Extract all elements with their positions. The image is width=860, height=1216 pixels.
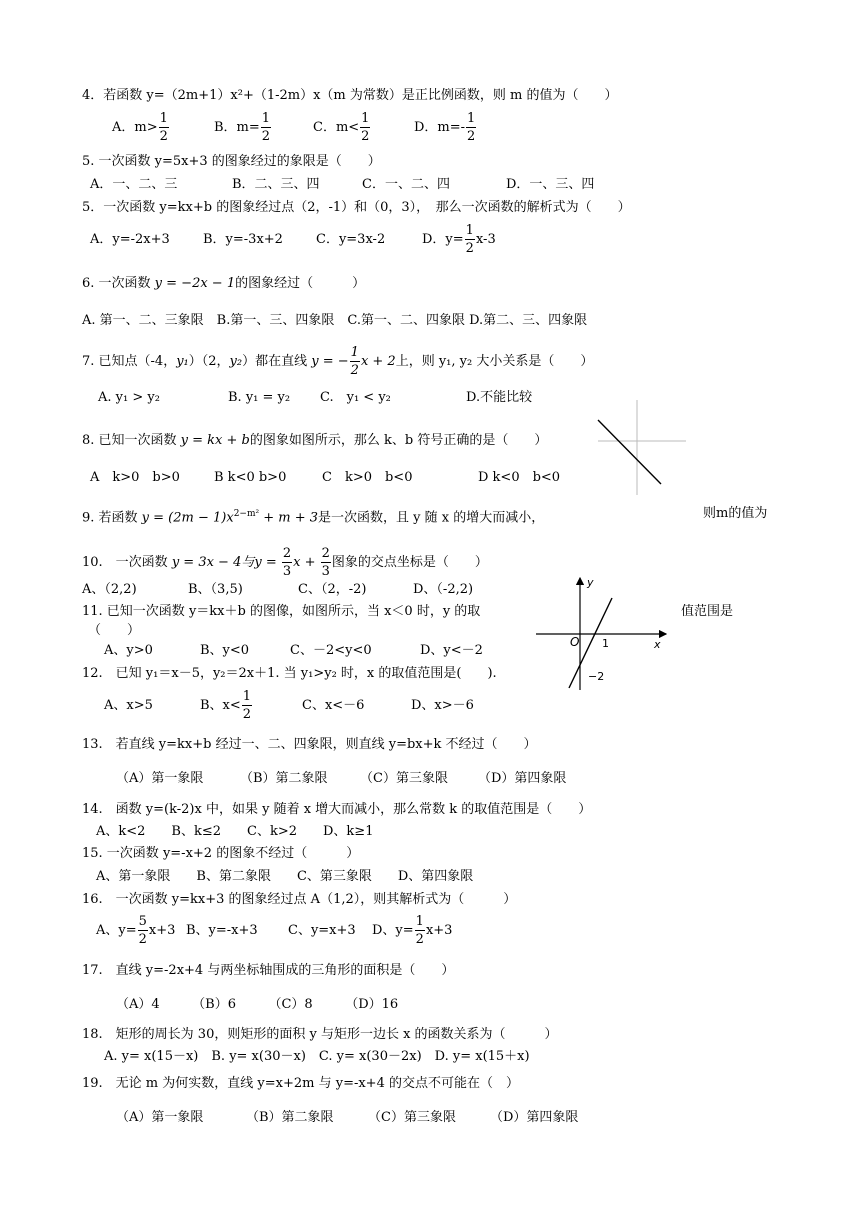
question-16-stem: 16. 一次函数 y=kx+3 的图象经过点 A（1,2），则其解析式为（ ） <box>82 892 517 907</box>
question-6-options: A. 第一、二、三象限 B.第一、三、四象限 C.第一、二、四象限 D.第二、三、四象限 <box>82 313 588 328</box>
q11-origin-label: O <box>570 635 580 649</box>
question-5b-option-a: A．y=-2x+3 <box>90 232 170 247</box>
question-5a-option-a: A．一、二、三 <box>90 177 178 192</box>
question-5a-stem: 5. 一次函数 y=5x+3 的图象经过的象限是（ ） <box>82 154 381 169</box>
question-8-option-a: A k>0 b>0 <box>90 470 180 485</box>
question-5a-option-b: B．二、三、四 <box>232 177 320 192</box>
question-8-option-d: D k<0 b<0 <box>478 470 561 485</box>
question-4-option-d: D．m=- $\frac{1}{2}$ <box>414 111 476 144</box>
question-7-option-a: A. y₁ > y₂ <box>98 390 160 405</box>
question-11-graph <box>534 572 670 692</box>
q11-tick-1: 1 <box>602 637 609 650</box>
question-10-option-b: B、（3,5) <box>188 582 243 597</box>
question-19-option-b: （B）第二象限 <box>246 1110 334 1125</box>
question-16-option-b: B、y=-x+3 <box>186 923 258 938</box>
question-19-stem: 19. 无论 m 为何实数，直线 y=x+2m 与 y=-x+4 的交点不可能在（ ） <box>82 1076 519 1091</box>
question-4-stem: 4．若函数 y=（2m+1）x²+（1-2m）x（m 为常数）是正比例函数，则 m 的值为（ ） <box>82 88 618 103</box>
question-15-options: A、第一象限 B、第二象限 C、第三象限 D、第四象限 <box>96 869 474 884</box>
question-8-stem: 8. 已知一次函数 y = kx + b的图象如图所示，那么 k、b 符号正确的是（ ） <box>82 433 548 448</box>
question-14-options: A、k<2 B、k≤2 C、k>2 D、k≥1 <box>96 824 374 839</box>
question-10-stem: 10. 一次函数 y = 3x − 4与y = $\frac{2}{3}$ x + $\frac{2}{3}$ 图象的交点坐标是（ ） <box>82 546 488 579</box>
question-15-stem: 15. 一次函数 y=-x+2 的图象不经过（ ） <box>82 846 360 861</box>
question-4-option-a: A．m> $\frac{1}{2}$ <box>112 111 168 144</box>
question-11-tail: 值范围是 <box>681 604 734 619</box>
question-17-options: （A）4 （B）6 （C）8 （D）16 <box>116 997 399 1012</box>
q11-y-label: y <box>587 576 594 589</box>
question-16-option-d: D、y= $\frac{1}{2}$ x+3 <box>372 914 453 947</box>
question-6-stem: 6. 一次函数 y = −2x − 1的图象经过（ ） <box>82 276 366 291</box>
question-5b-stem: 5．一次函数 y=kx+b 的图象经过点（2，-1）和（0，3）， 那么一次函数的解析式为（ ） <box>82 200 631 215</box>
question-12-option-b: B、x< $\frac{1}{2}$ <box>200 689 252 722</box>
question-16-option-a: A、y= $\frac{5}{2}$ x+3 <box>96 914 176 947</box>
question-13-option-d: （D）第四象限 <box>478 771 567 786</box>
q11-x-label: x <box>654 638 661 651</box>
q11-tick-neg2: −2 <box>588 670 605 683</box>
question-14-stem: 14. 函数 y=(k-2)x 中，如果 y 随着 x 增大而减小，那么常数 k 的取值范围是（ ） <box>82 802 592 817</box>
question-9-tail: 则m的值为 <box>703 506 768 521</box>
question-11-stem: 11. 已知一次函数 y＝kx＋b 的图像，如图所示，当 x＜0 时，y 的取 <box>82 604 481 619</box>
question-17-stem: 17. 直线 y=-2x+4 与两坐标轴围成的三角形的面积是（ ） <box>82 963 455 978</box>
question-5b-option-d: D．y= $\frac{1}{2}$ x-3 <box>422 223 496 256</box>
question-7-option-c: C. y₁ < y₂ <box>320 390 391 405</box>
question-10-option-c: C、（2，-2) <box>298 582 367 597</box>
question-13-option-a: （A）第一象限 <box>116 771 204 786</box>
question-8-option-c: C k>0 b<0 <box>322 470 413 485</box>
question-8-graph <box>592 398 688 496</box>
question-16-option-c: C、y=x+3 <box>288 923 356 938</box>
question-13-stem: 13. 若直线 y=kx+b 经过一、二、四象限，则直线 y=bx+k 不经过（ ） <box>82 737 537 752</box>
question-5b-option-b: B．y=-3x+2 <box>203 232 283 247</box>
question-11-option-c: C、－2<y<0 <box>290 643 372 658</box>
question-7-option-b: B. y₁ = y₂ <box>228 390 291 405</box>
question-18-stem: 18. 矩形的周长为 30，则矩形的面积 y 与矩形一边长 x 的函数关系为（ ） <box>82 1027 558 1042</box>
question-10-option-d: D、（-2,2) <box>413 582 474 597</box>
question-4-option-b: B．m= $\frac{1}{2}$ <box>214 111 271 144</box>
question-5b-option-c: C．y=3x-2 <box>316 232 386 247</box>
question-19-option-d: （D）第四象限 <box>490 1110 579 1125</box>
question-12-option-a: A、x>5 <box>104 698 153 713</box>
question-4-option-c: C．m< $\frac{1}{2}$ <box>313 111 370 144</box>
question-11-option-d: D、y<－2 <box>420 643 483 658</box>
question-5a-option-d: D．一、三、四 <box>506 177 595 192</box>
question-13-option-c: （C）第三象限 <box>360 771 448 786</box>
question-19-option-c: （C）第三象限 <box>368 1110 456 1125</box>
question-7-option-d: D.不能比较 <box>466 390 533 405</box>
q8-function-line <box>598 420 661 484</box>
question-5a-option-c: C．一、二、四 <box>362 177 450 192</box>
question-18-options: A. y= x(15－x) B. y= x(30－x) C. y= x(30－2x) D. y= x(15＋x) <box>104 1049 530 1064</box>
question-9-stem: 9. 若函数 $y = (2m - 1)x^{2-m^2} + m + 3$是一次函数，且 y 随 x 的增大而减小， <box>82 509 545 526</box>
question-7-stem: 7. 已知点（-4，y₁）（2，y₂）都在直线 y = − $\frac{1}{2}$ x + 2上，则 y₁, y₂ 大小关系是（ ） <box>82 345 594 378</box>
question-10-option-a: A、（2,2) <box>82 582 137 597</box>
question-11-option-a: A、y>0 <box>104 643 153 658</box>
question-8-option-b: B k<0 b>0 <box>214 470 287 485</box>
question-12-option-d: D、x>－6 <box>411 698 474 713</box>
question-12-option-c: C、x<－6 <box>302 698 365 713</box>
question-11-paren: （ ） <box>88 623 141 638</box>
question-11-option-b: B、y<0 <box>200 643 250 658</box>
question-12-stem: 12. 已知 y₁＝x－5，y₂＝2x＋1. 当 y₁>y₂ 时，x 的取值范围是( ). <box>82 666 497 681</box>
question-19-option-a: （A）第一象限 <box>116 1110 204 1125</box>
question-13-option-b: （B）第二象限 <box>240 771 328 786</box>
